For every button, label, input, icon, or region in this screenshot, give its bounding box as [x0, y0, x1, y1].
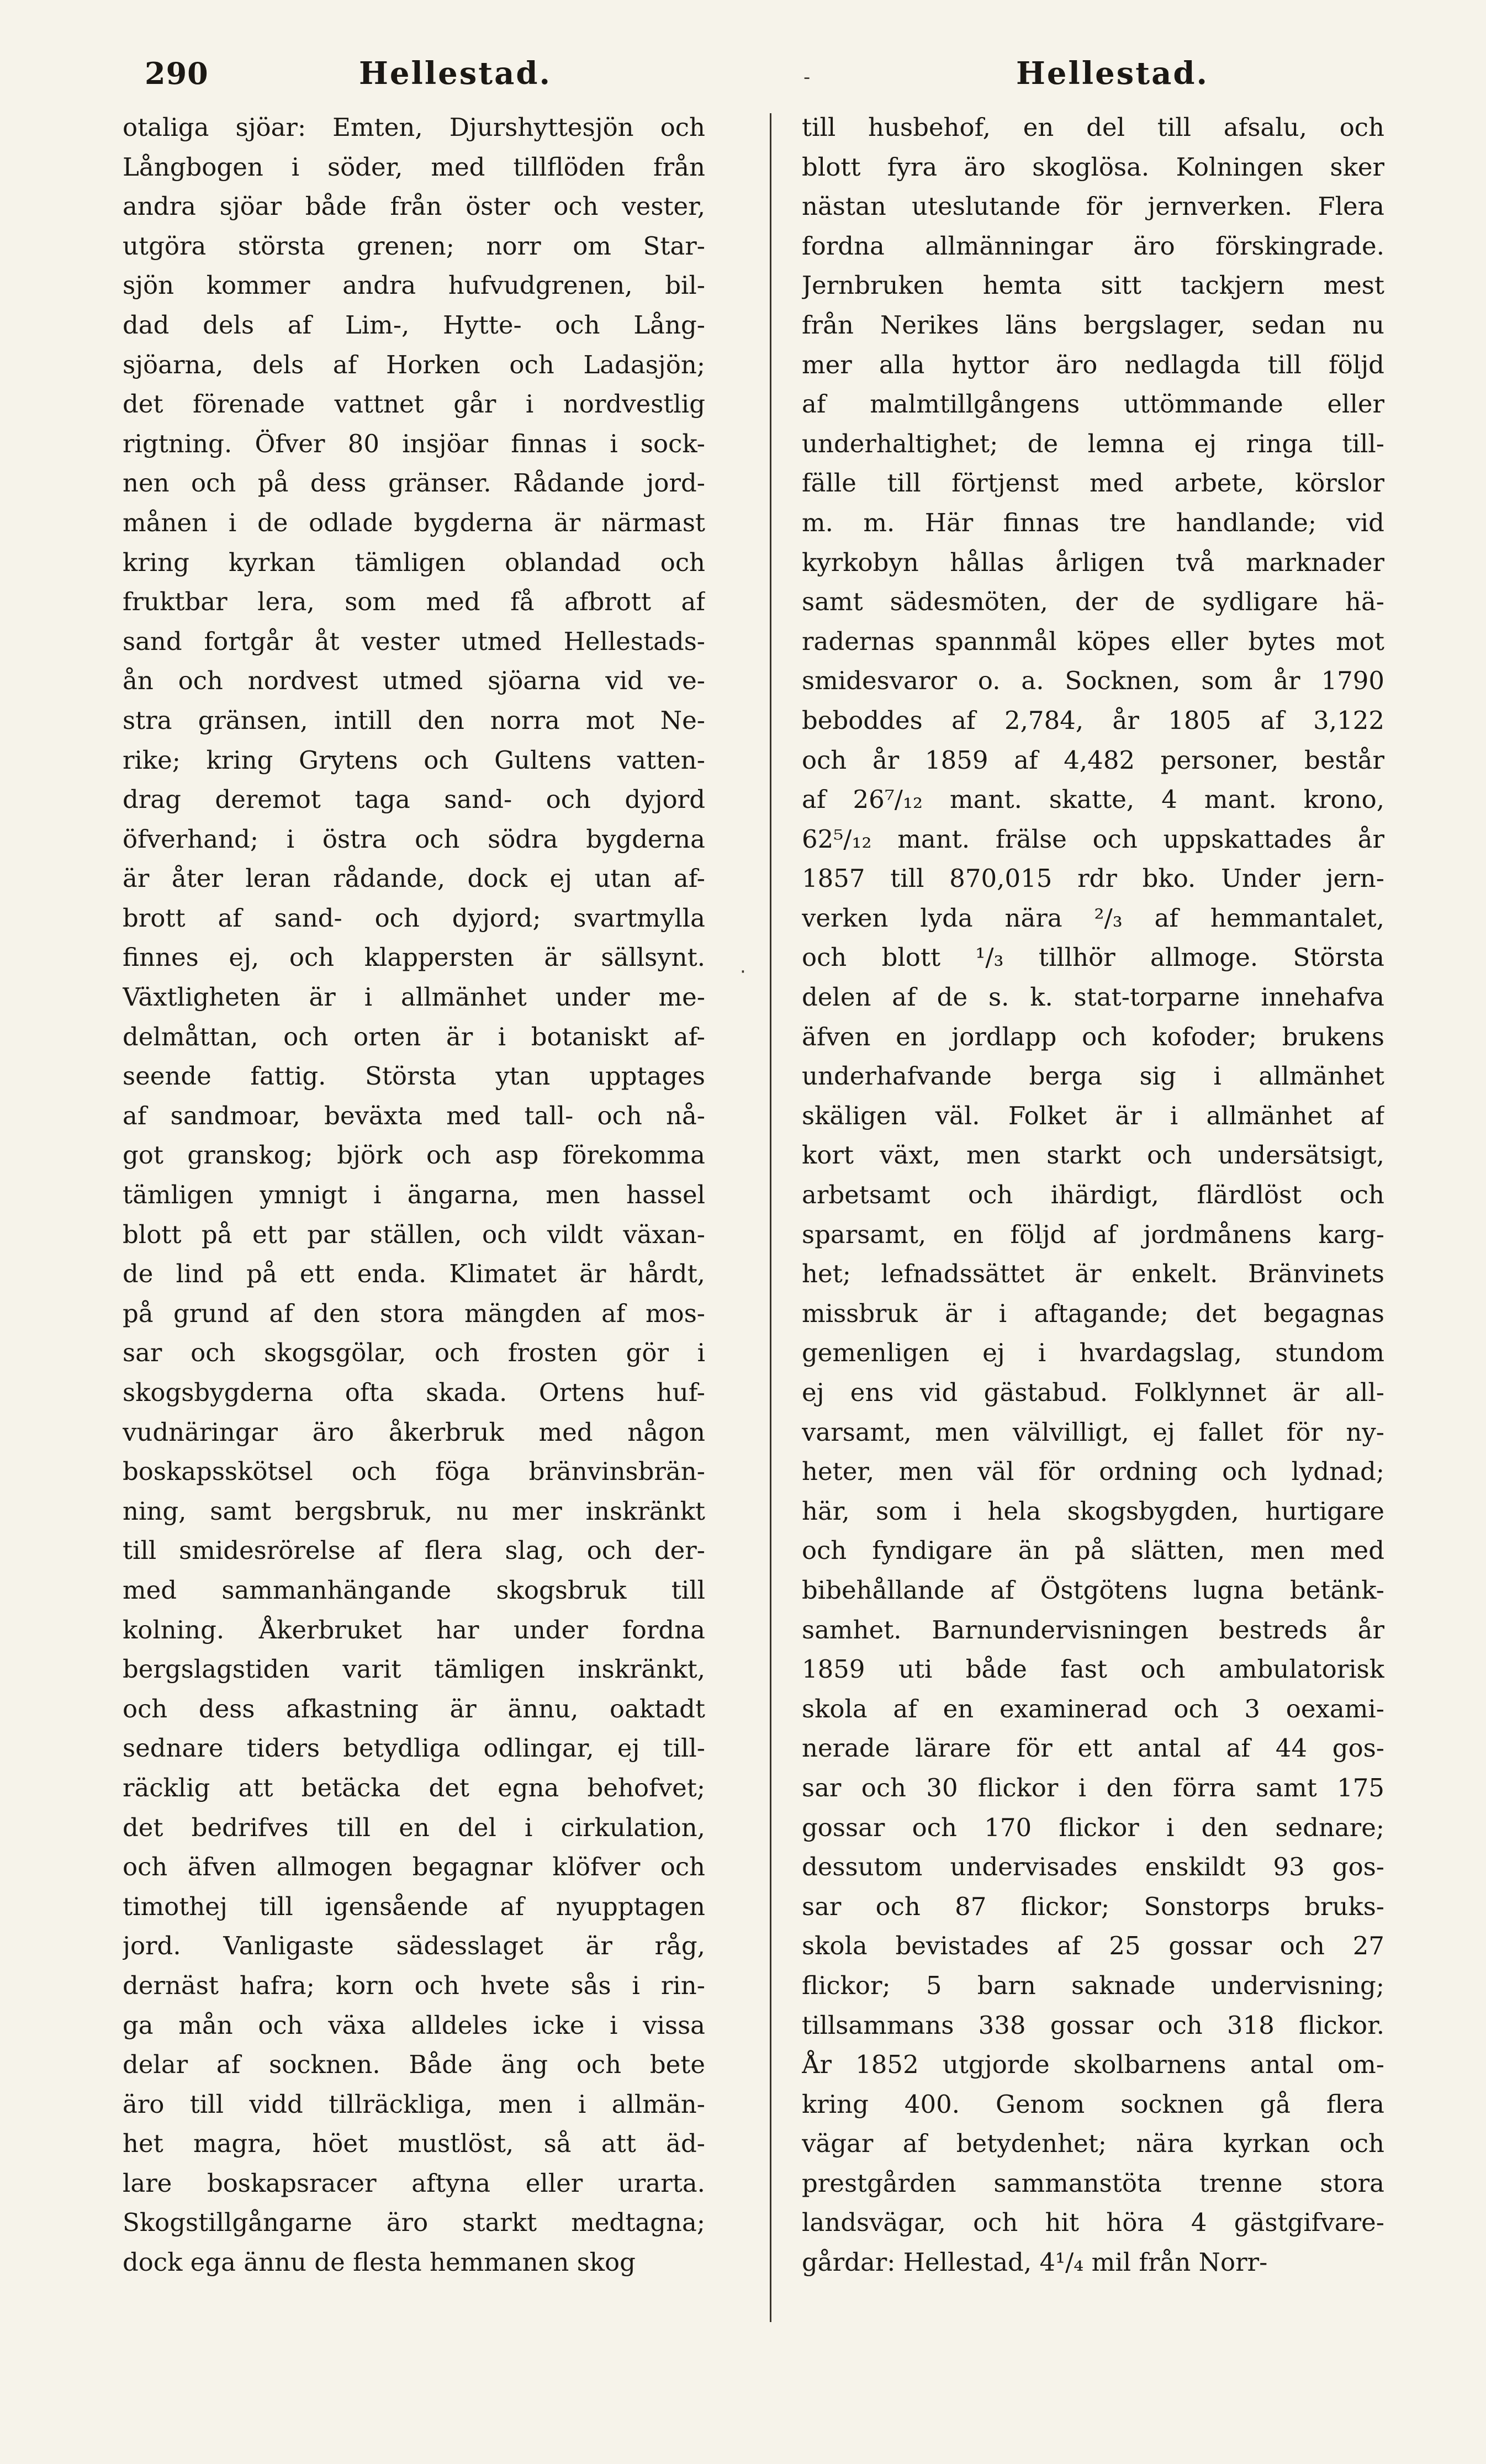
text-line: brott af sand- och dyjord; svartmylla [123, 903, 705, 933]
text-line: utgöra största grenen; norr om Star- [123, 231, 705, 261]
text-line: stra gränsen, intill den norra mot Ne- [123, 705, 705, 735]
text-line: Växtligheten är i allmänhet under me- [123, 982, 705, 1012]
text-line: skäligen väl. Folket är i allmänhet af [802, 1101, 1384, 1130]
text-line: flickor; 5 barn saknade undervisning; [802, 1970, 1384, 2000]
text-line: delmåttan, och orten är i botaniskt af- [123, 1022, 705, 1051]
text-line: sar och 87 flickor; Sonstorps bruks- [802, 1891, 1384, 1921]
text-line: Långbogen i söder, med tillflöden från [123, 152, 705, 182]
text-line: är åter leran rådande, dock ej utan af- [123, 864, 705, 893]
text-line: landsvägar, och hit höra 4 gästgifvare- [802, 2208, 1384, 2238]
text-line: mer alla hyttor äro nedlagda till följd [802, 350, 1384, 379]
text-line: kring kyrkan tämligen oblandad och [123, 547, 705, 577]
text-line: samhet. Barnundervisningen bestreds år [802, 1615, 1384, 1645]
text-line: det bedrifves till en del i cirkulation, [123, 1812, 705, 1842]
column-divider [770, 113, 771, 2322]
text-line: bergslagstiden varit tämligen inskränkt, [123, 1654, 705, 1684]
text-line: tillsammans 338 gossar och 318 flickor. [802, 2010, 1384, 2040]
text-line: beboddes af 2,784, år 1805 af 3,122 [802, 705, 1384, 735]
text-line: dernäst hafra; korn och hvete sås i rin- [123, 1970, 705, 2000]
text-line: blott på ett par ställen, och vildt växan- [123, 1219, 705, 1249]
text-line: vudnäringar äro åkerbruk med någon [123, 1417, 705, 1447]
text-line: otaliga sjöar: Emten, Djurshyttesjön och [123, 113, 705, 142]
text-line: Jernbruken hemta sitt tackjern mest [802, 271, 1384, 300]
text-line: skola af en examinerad och 3 oexami- [802, 1694, 1384, 1723]
text-line: ej ens vid gästabud. Folklynnet är all- [802, 1378, 1384, 1407]
text-line: sar och 30 flickor i den förra samt 175 [802, 1773, 1384, 1802]
text-line: prestgården sammanstöta trenne stora [802, 2168, 1384, 2198]
header-dash-mark: - [803, 66, 811, 88]
text-line: till husbehof, en del till afsalu, och [802, 113, 1384, 142]
text-line: sednare tiders betydliga odlingar, ej till- [123, 1733, 705, 1763]
text-line: nerade lärare för ett antal af 44 gos- [802, 1733, 1384, 1763]
right-text-column [802, 108, 1384, 2282]
text-line: från Nerikes läns bergslager, sedan nu [802, 310, 1384, 340]
text-line: på grund af den stora mängden af mos- [123, 1298, 705, 1328]
text-line: samt sädesmöten, der de sydligare hä- [802, 587, 1384, 617]
text-line: dock ega ännu de flesta hemmanen skog [123, 2248, 636, 2277]
text-line: och blott ¹/₃ tillhör allmoge. Största [802, 943, 1384, 972]
text-line: sjön kommer andra hufvudgrenen, bil- [123, 271, 705, 300]
text-line: de lind på ett enda. Klimatet är hårdt, [123, 1259, 705, 1289]
text-line: het; lefnadssättet är enkelt. Bränvinets [802, 1259, 1384, 1289]
text-line: sjöarna, dels af Horken och Ladasjön; [123, 350, 705, 379]
text-line: got granskog; björk och asp förekomma [123, 1140, 705, 1170]
text-line: kolning. Åkerbruket har under fordna [123, 1615, 705, 1645]
text-line: radernas spannmål köpes eller bytes mot [802, 626, 1384, 656]
page-number: 290 [145, 56, 209, 91]
text-line: 1857 till 870,015 rdr bko. Under jern- [802, 864, 1384, 893]
text-line: nästan uteslutande för jernverken. Flera [802, 192, 1384, 221]
text-line: vägar af betydenhet; nära kyrkan och [802, 2129, 1384, 2159]
text-line: delar af socknen. Både äng och bete [123, 2050, 705, 2080]
text-line: bibehållande af Östgötens lugna betänk- [802, 1575, 1384, 1605]
text-line: sparsamt, en följd af jordmånens karg- [802, 1219, 1384, 1249]
text-line: ning, samt bergsbruk, nu mer inskränkt [123, 1496, 705, 1526]
text-line: missbruk är i aftagande; det begagnas [802, 1298, 1384, 1328]
text-line: gårdar: Hellestad, 4¹/₄ mil från Norr- [802, 2248, 1268, 2277]
text-line: och dess afkastning är ännu, oaktadt [123, 1694, 705, 1723]
text-line: ga mån och växa alldeles icke i vissa [123, 2010, 705, 2040]
text-line: det förenade vattnet går i nordvestlig [123, 389, 705, 419]
text-line: fruktbar lera, som med få afbrott af [123, 587, 705, 617]
text-line: seende fattig. Största ytan upptages [123, 1061, 705, 1091]
text-line: arbetsamt och ihärdigt, flärdlöst och [802, 1180, 1384, 1210]
text-line: och år 1859 af 4,482 personer, består [802, 745, 1384, 775]
text-line: timothej till igensående af nyupptagen [123, 1891, 705, 1921]
text-line: drag deremot taga sand- och dyjord [123, 785, 705, 815]
text-line: skogsbygderna ofta skada. Ortens huf- [123, 1378, 705, 1407]
text-line: sand fortgår åt vester utmed Hellestads- [123, 626, 705, 656]
text-line: räcklig att betäcka det egna behofvet; [123, 1773, 705, 1802]
text-line: fälle till förtjenst med arbete, körslor [802, 468, 1384, 498]
text-line: här, som i hela skogsbygden, hurtigare [802, 1496, 1384, 1526]
stray-mark: · [740, 961, 746, 983]
text-line: kort växt, men starkt och undersätsigt, [802, 1140, 1384, 1170]
page-header [0, 49, 1486, 98]
text-line: nen och på dess gränser. Rådande jord- [123, 468, 705, 498]
text-line: och äfven allmogen begagnar klöfver och [123, 1852, 705, 1882]
text-line: jord. Vanligaste sädesslaget är råg, [123, 1931, 705, 1961]
text-line: sar och skogsgölar, och frosten gör i [123, 1338, 705, 1368]
text-line: underhafvande berga sig i allmänhet [802, 1061, 1384, 1091]
text-line: äro till vidd tillräckliga, men i allmän- [123, 2089, 705, 2119]
text-line: med sammanhängande skogsbruk till [123, 1575, 705, 1605]
text-line: gemenligen ej i hvardagslag, stundom [802, 1338, 1384, 1368]
text-line: smidesvaror o. a. Socknen, som år 1790 [802, 666, 1384, 696]
text-line: andra sjöar både från öster och vester, [123, 192, 705, 221]
text-line: blott fyra äro skoglösa. Kolningen sker [802, 152, 1384, 182]
text-line: boskapsskötsel och föga bränvinsbrän- [123, 1457, 705, 1487]
text-line: af malmtillgångens uttömmande eller [802, 389, 1384, 419]
text-line: tämligen ymnigt i ängarna, men hassel [123, 1180, 705, 1210]
text-line: rike; kring Grytens och Gultens vatten- [123, 745, 705, 775]
text-line: het magra, höet mustlöst, så att äd- [123, 2129, 705, 2159]
text-line: ån och nordvest utmed sjöarna vid ve- [123, 666, 705, 696]
text-line: dad dels af Lim-, Hytte- och Lång- [123, 310, 705, 340]
text-line: kring 400. Genom socknen gå flera [802, 2089, 1384, 2119]
text-line: Skogstillgångarne äro starkt medtagna; [123, 2208, 705, 2238]
text-line: m. m. Här finnas tre handlande; vid [802, 507, 1384, 537]
text-line: finnes ej, och klappersten är sällsynt. [123, 943, 705, 972]
text-line: 1859 uti både fast och ambulatorisk [802, 1654, 1384, 1684]
text-line: till smidesrörelse af flera slag, och der- [123, 1536, 705, 1566]
text-line: fordna allmänningar äro förskingrade. [802, 231, 1384, 261]
text-line: rigtning. Öfver 80 insjöar finnas i sock- [123, 429, 705, 458]
text-line: underhaltighet; de lemna ej ringa till- [802, 429, 1384, 458]
text-line: 62⁵/₁₂ mant. frälse och uppskattades år [802, 824, 1384, 854]
text-line: dessutom undervisades enskildt 93 gos- [802, 1852, 1384, 1882]
text-line: af sandmoar, beväxta med tall- och nå- [123, 1101, 705, 1130]
text-line: öfverhand; i östra och södra bygderna [123, 824, 705, 854]
text-line: År 1852 utgjorde skolbarnens antal om- [802, 2050, 1384, 2080]
text-line: skola bevistades af 25 gossar och 27 [802, 1931, 1384, 1961]
text-line: månen i de odlade bygderna är närmast [123, 507, 705, 537]
running-head-left: Hellestad. [359, 55, 552, 92]
text-line: delen af de s. k. stat-torparne innehafva [802, 982, 1384, 1012]
text-line: lare boskapsracer aftyna eller urarta. [123, 2168, 705, 2198]
text-line: gossar och 170 flickor i den sednare; [802, 1812, 1384, 1842]
text-line: varsamt, men välvilligt, ej fallet för ny- [802, 1417, 1384, 1447]
running-head-right: Hellestad. [1016, 55, 1209, 92]
left-text-column [123, 108, 705, 2282]
text-line: af 26⁷/₁₂ mant. skatte, 4 mant. krono, [802, 785, 1384, 815]
text-line: heter, men väl för ordning och lydnad; [802, 1457, 1384, 1487]
text-line: kyrkobyn hållas årligen två marknader [802, 547, 1384, 577]
text-line: och fyndigare än på slätten, men med [802, 1536, 1384, 1566]
text-line: verken lyda nära ²/₃ af hemmantalet, [802, 903, 1384, 933]
text-line: äfven en jordlapp och kofoder; brukens [802, 1022, 1384, 1051]
